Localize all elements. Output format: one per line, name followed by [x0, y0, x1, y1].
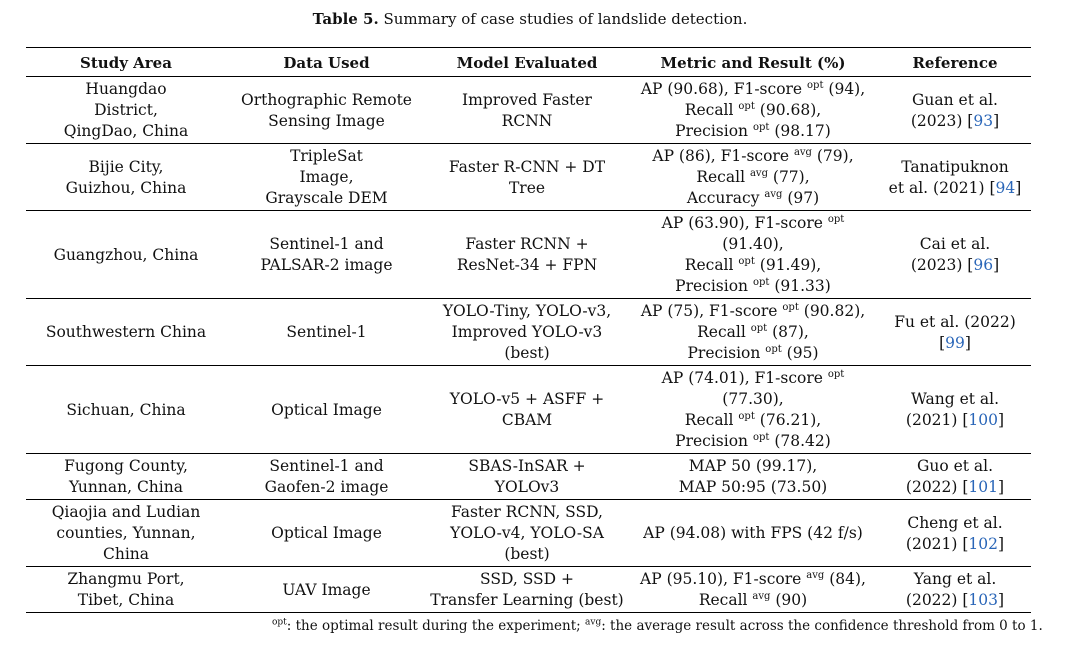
reference-text: Tanatipuknon	[901, 157, 1009, 176]
reference-text: (2021) [	[905, 534, 969, 553]
metric-text: AP (75), F1-score	[640, 302, 783, 320]
table-row	[26, 567, 1031, 613]
data-used-cell	[226, 454, 427, 500]
reference-cell	[879, 77, 1031, 144]
reference-bracket: ]	[993, 256, 1000, 274]
reference-text: Yang et al.	[913, 570, 997, 588]
header-data-used: Data Used	[226, 48, 427, 77]
data-used-line: Optical Image	[271, 524, 382, 542]
model-evaluated-line: Faster RCNN, SSD,	[451, 503, 603, 521]
reference-text: (2021) [	[905, 411, 969, 429]
metric-superscript: opt	[827, 213, 845, 225]
footnote-avg-text: : the average result across the confidence threshold from 0 to 1.	[601, 618, 1043, 634]
study-area-line: Zhangmu Port,	[67, 570, 185, 588]
metric-text: Recall	[698, 591, 753, 609]
reference-text: [	[939, 333, 946, 352]
reference-cell	[879, 500, 1031, 567]
metric-text: Precision	[687, 344, 766, 362]
model-evaluated-line: Tree	[508, 178, 546, 197]
metric-superscript: opt	[752, 276, 770, 288]
data-used-cell	[226, 567, 427, 613]
metric-text: (77.30),	[722, 390, 784, 408]
metric-text: (76.21),	[754, 411, 822, 429]
reference-bracket: ]	[998, 591, 1005, 609]
study-area-line: QingDao, China	[63, 122, 189, 140]
study-area-line: Yunnan, China	[69, 478, 183, 496]
model-evaluated-cell	[427, 144, 627, 211]
metric-superscript: avg	[764, 188, 783, 200]
table-body	[26, 77, 1031, 613]
table-caption	[0, 10, 1060, 28]
metric-text: (95)	[781, 344, 819, 362]
metric-text: (97)	[782, 189, 820, 207]
data-used-cell	[226, 299, 427, 366]
reference-cell	[879, 567, 1031, 613]
study-area-line: counties, Yunnan,	[56, 524, 196, 542]
reference-link[interactable]: 103	[968, 591, 999, 609]
metric-superscript: opt	[738, 100, 755, 112]
metric-text: AP (94.08) with FPS (42 f/s)	[643, 524, 863, 542]
table-row	[26, 77, 1031, 144]
metric-text: AP (74.01), F1-score	[661, 369, 828, 387]
metric-superscript: opt	[752, 431, 770, 443]
study-area-line: District,	[94, 101, 158, 119]
metric-result-cell	[627, 299, 879, 366]
metric-result-cell	[627, 454, 879, 500]
metric-text: Recall	[684, 256, 739, 274]
model-evaluated-line: CBAM	[501, 411, 553, 429]
model-evaluated-line: YOLO-v4, YOLO-SA	[450, 524, 604, 542]
metric-superscript: opt	[752, 121, 770, 133]
reference-text: Cheng et al.	[907, 513, 1003, 532]
study-area-cell	[26, 144, 226, 211]
model-evaluated-line: Improved YOLO-v3	[451, 323, 603, 341]
model-evaluated-line: YOLO-Tiny, YOLO-v3,	[442, 302, 612, 320]
study-area-cell	[26, 500, 226, 567]
study-area-cell	[26, 211, 226, 299]
study-area-line: Tibet, China	[77, 591, 175, 609]
study-area-line: Bijie City,	[88, 157, 164, 176]
data-used-line: Gaofen-2 image	[264, 478, 389, 496]
metric-superscript: opt	[765, 343, 782, 355]
reference-link[interactable]: 94	[995, 178, 1016, 197]
reference-link[interactable]: 102	[968, 534, 999, 553]
reference-text: Guan et al.	[912, 90, 998, 109]
metric-text: Recall	[684, 101, 739, 119]
reference-text: (2022) [	[905, 478, 969, 496]
data-used-line: Image,	[299, 168, 354, 186]
metric-text: Precision	[675, 122, 753, 140]
model-evaluated-line: Faster RCNN +	[465, 235, 589, 253]
study-area-cell	[26, 299, 226, 366]
data-used-cell	[226, 366, 427, 454]
metric-text: (78.42)	[769, 432, 831, 450]
data-used-line: Grayscale DEM	[265, 189, 388, 207]
metric-text: (79),	[811, 147, 854, 165]
metric-text: (90.68),	[754, 101, 822, 119]
study-area-line: Southwestern China	[45, 323, 207, 341]
reference-bracket: ]	[964, 333, 971, 352]
table-caption-text: Summary of case studies of landslide detection.	[383, 10, 748, 28]
reference-link[interactable]: 101	[968, 478, 999, 496]
reference-text: (2023) [	[910, 111, 974, 130]
data-used-cell	[226, 77, 427, 144]
header-model-evaluated: Model Evaluated	[427, 48, 627, 77]
data-used-line: Sentinel-1 and	[269, 457, 384, 475]
metric-result-cell	[627, 500, 879, 567]
metric-text: AP (95.10), F1-score	[640, 570, 807, 588]
reference-bracket: ]	[993, 111, 1000, 130]
data-used-line: Sentinel-1 and	[269, 235, 384, 253]
metric-text: (77),	[767, 168, 810, 186]
data-used-cell	[226, 211, 427, 299]
study-area-line: China	[102, 545, 150, 563]
study-area-cell	[26, 567, 226, 613]
reference-bracket: ]	[1015, 178, 1022, 197]
table-footnote	[272, 618, 1043, 634]
reference-bracket: ]	[998, 534, 1005, 553]
footnote-opt-text: : the optimal result during the experiment;	[286, 618, 585, 634]
metric-text: (91.40),	[722, 235, 784, 253]
metric-superscript: opt	[738, 255, 755, 267]
metric-result-cell	[627, 366, 879, 454]
reference-cell	[879, 454, 1031, 500]
data-used-line: Orthographic Remote	[241, 90, 412, 109]
table-row	[26, 144, 1031, 211]
case-studies-table	[26, 47, 1031, 613]
metric-text: Precision	[675, 432, 753, 450]
reference-cell	[879, 144, 1031, 211]
study-area-cell	[26, 77, 226, 144]
study-area-line: Sichuan, China	[66, 400, 186, 419]
metric-text: (87),	[767, 323, 809, 341]
metric-text: Accuracy	[686, 189, 765, 207]
metric-text: AP (86), F1-score	[652, 147, 794, 165]
model-evaluated-cell	[427, 211, 627, 299]
reference-text: Fu et al. (2022)	[894, 312, 1016, 331]
reference-text: et al. (2021) [	[888, 178, 996, 197]
model-evaluated-cell	[427, 454, 627, 500]
metric-text: (91.49),	[754, 256, 822, 274]
reference-text: (2023) [	[910, 256, 974, 274]
data-used-line: Sensing Image	[268, 111, 385, 130]
metric-text: Recall	[697, 323, 751, 341]
model-evaluated-line: RCNN	[501, 111, 553, 130]
study-area-line: Fugong County,	[64, 457, 188, 475]
reference-bracket: ]	[998, 411, 1005, 429]
metric-text: (98.17)	[769, 122, 831, 140]
table-row	[26, 454, 1031, 500]
model-evaluated-line: ResNet-34 + FPN	[456, 256, 598, 274]
metric-text: MAP 50:95 (73.50)	[678, 478, 828, 496]
reference-link[interactable]: 96	[973, 256, 994, 274]
metric-result-cell	[627, 77, 879, 144]
table-caption-label: Table 5.	[312, 10, 379, 28]
header-reference: Reference	[879, 48, 1031, 77]
metric-superscript: opt	[807, 79, 824, 91]
reference-link[interactable]: 99	[945, 333, 965, 352]
reference-text: Wang et al.	[910, 390, 1000, 408]
footnote-avg-sup: avg	[585, 617, 602, 628]
metric-text: (84),	[824, 570, 866, 588]
data-used-line: UAV Image	[282, 580, 371, 599]
study-area-line: Guizhou, China	[65, 178, 187, 197]
metric-superscript: opt	[738, 410, 755, 422]
table-row	[26, 366, 1031, 454]
study-area-cell	[26, 366, 226, 454]
data-used-line: TripleSat	[290, 147, 363, 165]
data-used-line: Optical Image	[271, 400, 382, 419]
metric-text: AP (90.68), F1-score	[640, 80, 808, 98]
reference-text: (2022) [	[905, 591, 969, 609]
metric-result-cell	[627, 567, 879, 613]
model-evaluated-cell	[427, 500, 627, 567]
metric-text: (94),	[823, 80, 866, 98]
table-row	[26, 500, 1031, 567]
model-evaluated-cell	[427, 77, 627, 144]
table-row	[26, 299, 1031, 366]
reference-link[interactable]: 100	[968, 411, 999, 429]
model-evaluated-cell	[427, 567, 627, 613]
model-evaluated-line: (best)	[504, 545, 550, 563]
metric-superscript: opt	[750, 322, 768, 334]
table-header-row	[26, 48, 1031, 77]
metric-superscript: avg	[806, 569, 825, 581]
reference-cell	[879, 211, 1031, 299]
reference-text: Guo et al.	[916, 457, 994, 475]
reference-link[interactable]: 93	[973, 111, 994, 130]
model-evaluated-cell	[427, 366, 627, 454]
metric-superscript: avg	[752, 590, 771, 602]
model-evaluated-line: YOLOv3	[494, 478, 560, 496]
model-evaluated-line: SSD, SSD +	[480, 570, 574, 588]
metric-text: Recall	[684, 411, 739, 429]
metric-superscript: opt	[827, 368, 845, 380]
data-used-cell	[226, 144, 427, 211]
reference-cell	[879, 366, 1031, 454]
header-metric-result: Metric and Result (%)	[627, 48, 879, 77]
footnote-opt-sup: opt	[272, 617, 287, 628]
metric-superscript: avg	[793, 146, 812, 158]
data-used-line: Sentinel-1	[286, 323, 367, 341]
header-study-area: Study Area	[26, 48, 226, 77]
metric-text: MAP 50 (99.17),	[688, 457, 818, 475]
model-evaluated-line: (best)	[504, 344, 550, 362]
study-area-cell	[26, 454, 226, 500]
study-area-line: Huangdao	[85, 80, 167, 98]
metric-text: (90)	[770, 591, 808, 609]
model-evaluated-cell	[427, 299, 627, 366]
model-evaluated-line: SBAS-InSAR +	[468, 457, 586, 475]
metric-superscript: avg	[749, 167, 768, 179]
model-evaluated-line: Improved Faster	[462, 90, 592, 109]
metric-superscript: opt	[782, 301, 799, 313]
metric-text: (91.33)	[769, 277, 831, 295]
reference-bracket: ]	[998, 478, 1005, 496]
reference-cell	[879, 299, 1031, 366]
metric-text: Recall	[696, 168, 750, 186]
data-used-line: PALSAR-2 image	[260, 256, 393, 274]
study-area-line: Qiaojia and Ludian	[51, 503, 201, 521]
metric-result-cell	[627, 144, 879, 211]
metric-text: AP (63.90), F1-score	[661, 214, 828, 232]
reference-text: Cai et al.	[919, 235, 991, 253]
metric-text: (90.82),	[798, 302, 866, 320]
metric-text: Precision	[675, 277, 753, 295]
model-evaluated-line: Transfer Learning (best)	[430, 591, 624, 609]
table-row	[26, 211, 1031, 299]
data-used-cell	[226, 500, 427, 567]
model-evaluated-line: YOLO-v5 + ASFF +	[449, 390, 605, 408]
metric-result-cell	[627, 211, 879, 299]
model-evaluated-line: Faster R-CNN + DT	[448, 157, 606, 176]
study-area-line: Guangzhou, China	[53, 245, 199, 264]
